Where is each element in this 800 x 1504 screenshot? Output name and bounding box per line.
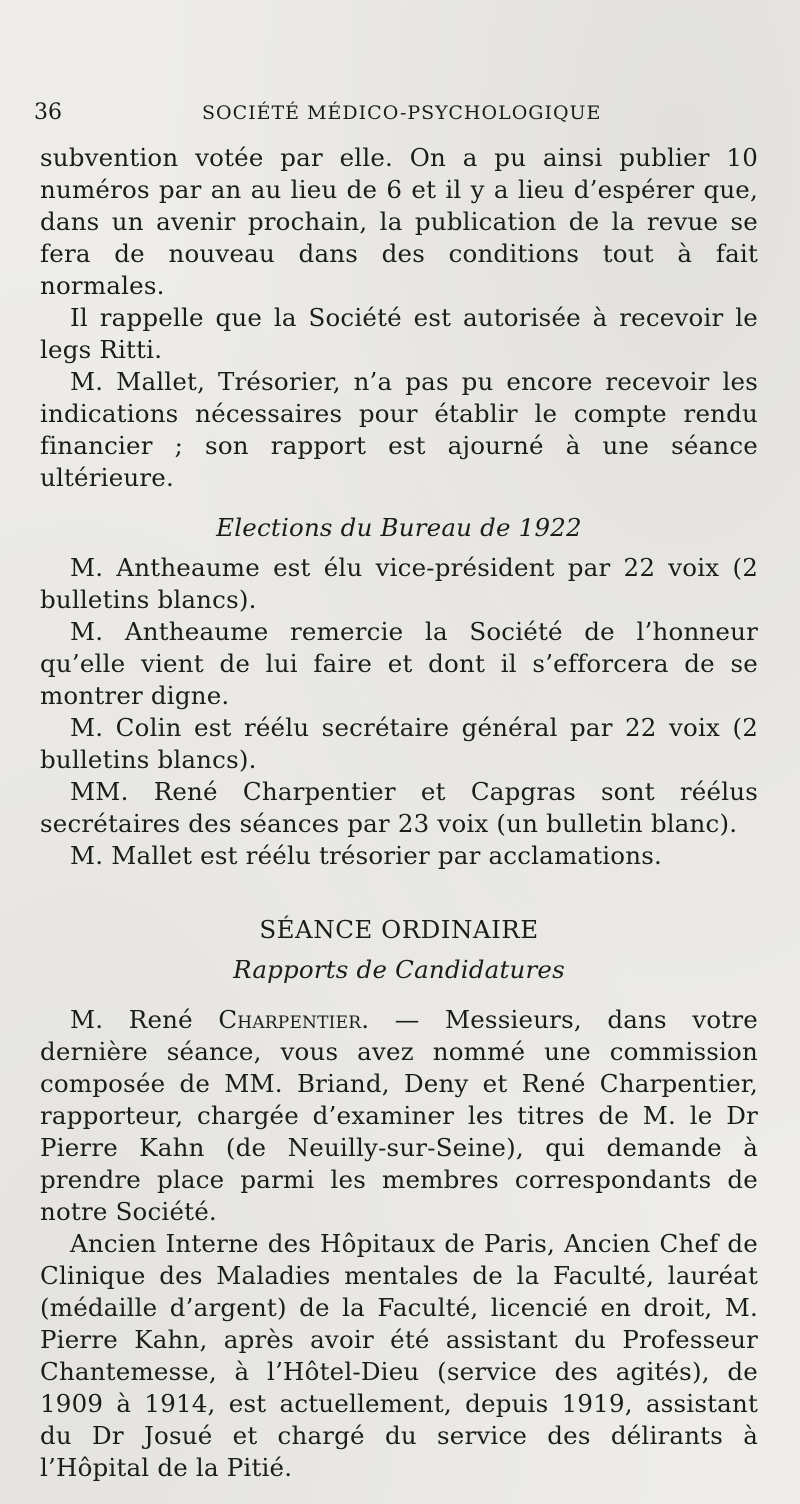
elections-heading: Elections du Bureau de 1922 [216,513,582,542]
page-number: 36 [34,100,62,125]
paragraph-election-tresorier: M. Mallet est réélu trésorier par acclamations. [70,841,662,870]
page-body [40,142,758,1484]
paragraph-legs-ritti: Il rappelle que la Société est autorisée à recevoir le legs Ritti. [40,303,758,364]
section-title: SÉANCE ORDINAIRE [259,915,539,944]
speaker-name: Charpentier [218,1005,362,1034]
paragraph-titres-kahn: Ancien Interne des Hôpitaux de Paris, Ancien Chef de Clinique des Maladies mentales de la Faculté, lauréat (médaille d’argent) de la Faculté, licencié en droit, M. Pierre Kahn, après avoir été assistant du Professeur Chantemesse, à l’Hôtel-Dieu (service des agités), de 1909 à 1914, est actuellement, depuis 1919, assistant du Dr Josué et chargé du service des délirants à l’Hôpital de la Pitié. [40,1229,758,1482]
paragraph-election-secretaire-general: M. Colin est réélu secrétaire général par 22 voix (2 bulletins blancs). [40,713,758,774]
speaker-text: . — Messieurs, dans votre dernière séance, vous avez nommé une commission composée de MM. Briand, Deny et René Charpentier, rapporteur, chargée d’examiner les titres de M. le Dr Pierre Kahn (de Neuilly-sur-Seine), qui demande à prendre place parmi les membres correspondants de notre Société. [40,1005,758,1226]
paragraph-rapport-charpentier [40,1004,758,1228]
section-subtitle: Rapports de Candidatures [233,955,565,984]
paragraph-continuation: subvention votée par elle. On a pu ainsi publier 10 numéros par an au lieu de 6 et il y a lieu d’espérer que, dans un avenir prochain, la publication de la revue se fera de nouveau dans des conditions tout à fait normales. [40,143,758,300]
journal-title: SOCIÉTÉ MÉDICO-PSYCHOLOGIQUE [202,102,602,124]
speaker-prefix: M. René [70,1005,219,1034]
paragraph-remerciement: M. Antheaume remercie la Société de l’honneur qu’elle vient de lui faire et dont il s’efforcera de se montrer digne. [40,617,758,710]
paragraph-election-secretaires-seances: MM. René Charpentier et Capgras sont réélus secrétaires des séances par 23 voix (un bulletin blanc). [40,777,758,838]
paragraph-tresorier: M. Mallet, Trésorier, n’a pas pu encore recevoir les indications nécessaires pour établir le compte rendu financier ; son rapport est ajourné à une séance ultérieure. [40,367,758,492]
paragraph-election-vice-president: M. Antheaume est élu vice-président par 22 voix (2 bulletins blancs). [40,553,758,614]
running-head [34,100,760,136]
